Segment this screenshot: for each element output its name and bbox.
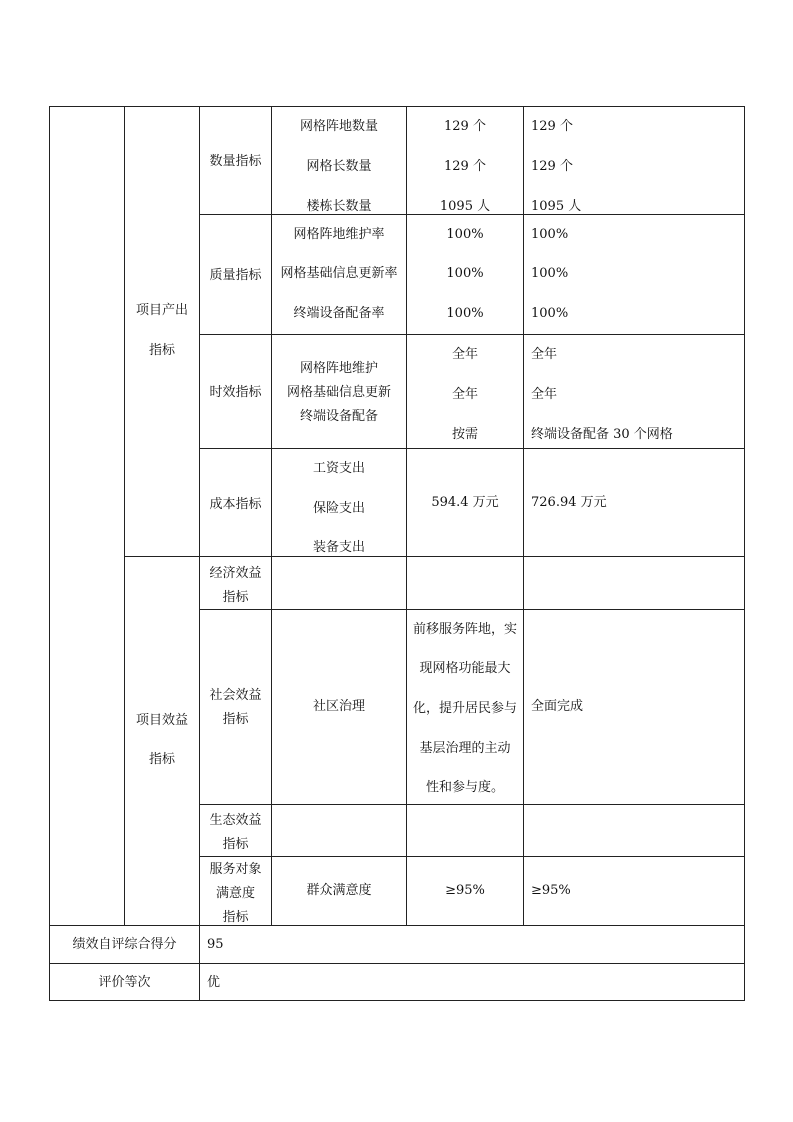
quality-target-1: 100% <box>446 227 484 242</box>
output-category-line1: 项目产出 <box>135 303 188 318</box>
benefit-category-line1: 项目效益 <box>135 713 188 728</box>
cost-item-3: 装备支出 <box>312 540 365 555</box>
benefit-category-cell <box>124 556 200 926</box>
timeliness-item-3: 终端设备配备 <box>299 409 378 424</box>
quality-label: 质量指标 <box>209 268 262 283</box>
timeliness-item-1: 网格阵地维护 <box>299 361 378 376</box>
grade-value: 优 <box>207 975 221 990</box>
timeliness-item-2: 网格基础信息更新 <box>286 385 391 400</box>
social-target-line1: 前移服务阵地，实 <box>412 622 517 637</box>
satisfaction-target: ≥95% <box>445 883 485 898</box>
timeliness-actual-1: 全年 <box>531 347 558 362</box>
first-column-cell <box>49 106 125 926</box>
timeliness-target-1: 全年 <box>451 347 478 362</box>
quantity-actual-3: 1095 人 <box>531 199 582 214</box>
quality-actual-1: 100% <box>531 227 569 242</box>
quantity-label: 数量指标 <box>209 154 262 169</box>
quantity-item-1: 网格阵地数量 <box>299 119 378 134</box>
ecological-label-line2: 指标 <box>222 837 249 852</box>
satisfaction-actual: ≥95% <box>531 883 571 898</box>
social-target-line4: 基层治理的主动 <box>419 741 511 756</box>
output-category-cell <box>124 106 200 557</box>
quality-item-3: 终端设备配备率 <box>293 306 385 321</box>
cost-item-2: 保险支出 <box>312 501 365 516</box>
quantity-target-2: 129 个 <box>444 159 486 174</box>
score-label: 绩效自评综合得分 <box>72 937 177 952</box>
timeliness-target-2: 全年 <box>451 387 478 402</box>
quality-target-3: 100% <box>446 306 484 321</box>
social-target-line2: 现网格功能最大 <box>419 661 511 676</box>
quantity-item-3: 楼栋长数量 <box>306 199 372 214</box>
quality-actual-3: 100% <box>531 306 569 321</box>
timeliness-label: 时效指标 <box>209 385 262 400</box>
timeliness-target-3: 按需 <box>451 427 478 442</box>
ecological-target-cell <box>406 804 524 857</box>
economic-actual-cell <box>523 556 745 610</box>
score-value: 95 <box>207 937 224 952</box>
satisfaction-item: 群众满意度 <box>306 883 372 898</box>
quantity-target-1: 129 个 <box>444 119 486 134</box>
benefit-category-line2: 指标 <box>148 752 175 767</box>
cost-item-1: 工资支出 <box>312 461 365 476</box>
ecological-label-line1: 生态效益 <box>209 813 262 828</box>
economic-label-line2: 指标 <box>222 590 249 605</box>
output-category-line2: 指标 <box>148 343 175 358</box>
cost-actual: 726.94 万元 <box>531 495 607 510</box>
score-value-cell <box>199 925 745 964</box>
social-target-line3: 化，提升居民参与 <box>412 701 517 716</box>
economic-label-line1: 经济效益 <box>209 566 262 581</box>
social-actual: 全面完成 <box>531 699 584 714</box>
grade-value-cell <box>199 963 745 1001</box>
social-label-line2: 指标 <box>222 712 249 727</box>
satisfaction-label-line2: 满意度 <box>215 886 255 901</box>
economic-target-cell <box>406 556 524 610</box>
satisfaction-label-line3: 指标 <box>222 910 249 925</box>
quantity-actual-1: 129 个 <box>531 119 573 134</box>
satisfaction-label-line1: 服务对象 <box>209 862 262 877</box>
ecological-actual-cell <box>523 804 745 857</box>
cost-target: 594.4 万元 <box>431 495 499 510</box>
quantity-item-2: 网格长数量 <box>306 159 372 174</box>
quantity-target-3: 1095 人 <box>439 199 491 214</box>
quality-item-1: 网格阵地维护率 <box>293 227 385 242</box>
quality-target-2: 100% <box>446 266 484 281</box>
social-target-line5: 性和参与度。 <box>425 780 504 795</box>
timeliness-actual-3: 终端设备配备 30 个网格 <box>531 427 673 442</box>
economic-items-cell <box>271 556 407 610</box>
cost-label: 成本指标 <box>209 497 262 512</box>
quality-actual-2: 100% <box>531 266 569 281</box>
social-label-cell <box>199 609 272 805</box>
social-item: 社区治理 <box>312 699 365 714</box>
quantity-actual-2: 129 个 <box>531 159 573 174</box>
ecological-items-cell <box>271 804 407 857</box>
social-label-line1: 社会效益 <box>209 688 262 703</box>
quality-item-2: 网格基础信息更新率 <box>280 266 398 281</box>
grade-label: 评价等次 <box>98 975 151 990</box>
timeliness-actual-2: 全年 <box>531 387 558 402</box>
